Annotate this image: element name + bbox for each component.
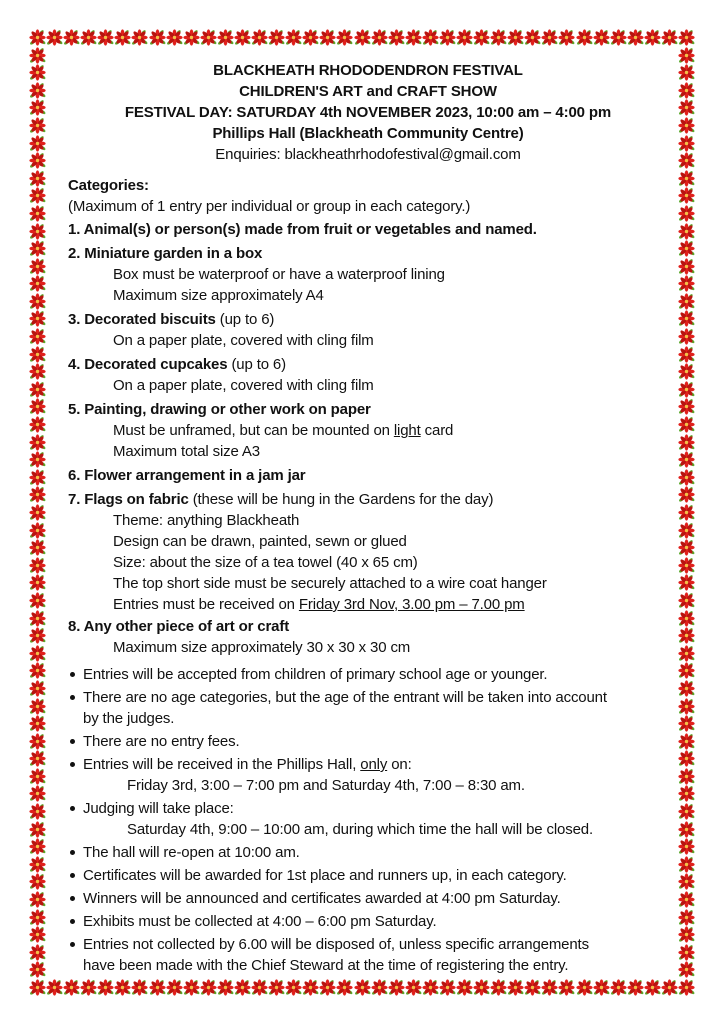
- rule-item: [68, 911, 668, 932]
- poinsettia-icon: [456, 979, 473, 996]
- poinsettia-icon: [29, 539, 46, 556]
- poinsettia-icon: [29, 346, 46, 363]
- poinsettia-icon: [29, 662, 46, 679]
- poinsettia-icon: [610, 29, 627, 46]
- poinsettia-icon: [678, 434, 695, 451]
- poinsettia-icon: [678, 64, 695, 81]
- poinsettia-icon: [29, 29, 46, 46]
- rule-subtext: Saturday 4th, 9:00 – 10:00 am, during which time the hall will be closed.: [127, 821, 593, 838]
- poinsettia-icon: [29, 82, 46, 99]
- poinsettia-icon: [29, 961, 46, 978]
- poinsettia-icon: [678, 187, 695, 204]
- poinsettia-icon: [29, 205, 46, 222]
- poinsettia-icon: [473, 979, 490, 996]
- poinsettia-icon: [149, 29, 166, 46]
- poinsettia-icon: [678, 785, 695, 802]
- poinsettia-icon: [29, 821, 46, 838]
- poinsettia-icon: [29, 803, 46, 820]
- poinsettia-icon: [678, 803, 695, 820]
- poinsettia-icon: [678, 135, 695, 152]
- rule-text: [83, 754, 668, 775]
- poinsettia-icon: [678, 223, 695, 240]
- poinsettia-icon: [388, 29, 405, 46]
- rule-text: There are no entry fees.: [83, 733, 240, 750]
- poinsettia-icon: [114, 979, 131, 996]
- poinsettia-icon: [29, 434, 46, 451]
- poinsettia-icon: [234, 29, 251, 46]
- poinsettia-icon: [541, 29, 558, 46]
- category-8: [68, 616, 668, 658]
- poinsettia-icon: [354, 979, 371, 996]
- poinsettia-icon: [678, 99, 695, 116]
- poinsettia-icon: [610, 979, 627, 996]
- poinsettia-icon: [29, 926, 46, 943]
- poinsettia-icon: [490, 979, 507, 996]
- poinsettia-icon: [29, 750, 46, 767]
- poinsettia-icon: [678, 645, 695, 662]
- poinsettia-icon: [678, 29, 695, 46]
- poinsettia-icon: [678, 926, 695, 943]
- rule-text: have been made with the Chief Steward at the time of registering the entry.: [83, 957, 569, 974]
- poinsettia-icon: [644, 979, 661, 996]
- rule-text: Certificates will be awarded for 1st place and runners up, in each category.: [83, 867, 567, 884]
- poinsettia-icon: [371, 979, 388, 996]
- poinsettia-icon: [678, 698, 695, 715]
- rule-text: Judging will take place:: [83, 800, 234, 817]
- poinsettia-icon: [524, 29, 541, 46]
- poinsettia-icon: [439, 29, 456, 46]
- poinsettia-icon: [97, 29, 114, 46]
- poinsettia-icon: [422, 979, 439, 996]
- poinsettia-icon: [405, 29, 422, 46]
- poinsettia-icon: [114, 29, 131, 46]
- poinsettia-icon: [29, 785, 46, 802]
- poinsettia-icon: [678, 82, 695, 99]
- bullet-icon: [70, 919, 75, 924]
- underlined-text: only: [360, 756, 388, 773]
- poinsettia-icon: [678, 592, 695, 609]
- poinsettia-icon: [302, 29, 319, 46]
- poinsettia-icon: [29, 135, 46, 152]
- poinsettia-icon: [29, 328, 46, 345]
- poinsettia-icon: [29, 504, 46, 521]
- poinsettia-icon: [29, 275, 46, 292]
- detail-text: Must be unframed, but can be mounted on: [113, 422, 394, 439]
- category-detail: [68, 420, 668, 441]
- rule-item: [68, 934, 668, 976]
- poinsettia-icon: [678, 750, 695, 767]
- category-title: 3. Decorated biscuits: [68, 311, 216, 328]
- poinsettia-icon: [576, 979, 593, 996]
- venue: Phillips Hall (Blackheath Community Centre): [212, 125, 524, 142]
- rule-text: Exhibits must be collected at 4:00 – 6:00 pm Saturday.: [83, 913, 437, 930]
- categories-heading: Categories:: [68, 177, 149, 194]
- rule-text: Entries not collected by 6.00 will be disposed of, unless specific arrangements: [83, 936, 589, 953]
- poinsettia-icon: [217, 979, 234, 996]
- rule-text: Entries will be accepted from children of primary school age or younger.: [83, 666, 548, 683]
- poinsettia-icon: [97, 979, 114, 996]
- poinsettia-icon: [29, 293, 46, 310]
- category-detail: On a paper plate, covered with cling film: [113, 377, 374, 394]
- poinsettia-icon: [29, 873, 46, 890]
- poinsettia-icon: [46, 29, 63, 46]
- poinsettia-icon: [29, 64, 46, 81]
- rules-list: [68, 664, 668, 976]
- rule-text: There are no age categories, but the age of the entrant will be taken into account: [83, 689, 607, 706]
- rule-item: [68, 731, 668, 752]
- poinsettia-icon: [678, 574, 695, 591]
- category-2: [68, 243, 668, 306]
- poinsettia-icon: [29, 698, 46, 715]
- poinsettia-icon: [422, 29, 439, 46]
- poinsettia-icon: [678, 821, 695, 838]
- poinsettia-icon: [285, 979, 302, 996]
- poinsettia-icon: [131, 29, 148, 46]
- poinsettia-icon: [319, 979, 336, 996]
- category-title: 2. Miniature garden in a box: [68, 245, 263, 262]
- rule-text-part: Entries will be received in the Phillips Hall,: [83, 756, 361, 773]
- rule-item: [68, 798, 668, 840]
- poinsettia-icon: [29, 47, 46, 64]
- poinsettia-icon: [354, 29, 371, 46]
- category-detail: Size: about the size of a tea towel (40 x 65 cm): [113, 554, 418, 571]
- poinsettia-icon: [46, 979, 63, 996]
- festival-title: BLACKHEATH RHODODENDRON FESTIVAL: [213, 62, 523, 79]
- underlined-text: light: [393, 422, 421, 439]
- poinsettia-icon: [29, 451, 46, 468]
- rule-item: [68, 664, 668, 685]
- poinsettia-icon: [558, 29, 575, 46]
- poinsettia-icon: [678, 557, 695, 574]
- poinsettia-icon: [678, 47, 695, 64]
- poinsettia-icon: [576, 29, 593, 46]
- poinsettia-icon: [29, 416, 46, 433]
- poinsettia-icon: [63, 29, 80, 46]
- rule-text: Winners will be announced and certificates awarded at 4:00 pm Saturday.: [83, 890, 561, 907]
- poinsettia-icon: [473, 29, 490, 46]
- poinsettia-icon: [251, 29, 268, 46]
- poinsettia-icon: [268, 29, 285, 46]
- category-7: [68, 489, 668, 615]
- poinsettia-icon: [29, 944, 46, 961]
- bullet-icon: [70, 942, 75, 947]
- poinsettia-icon: [183, 29, 200, 46]
- poinsettia-icon: [131, 979, 148, 996]
- category-detail: Theme: anything Blackheath: [113, 512, 300, 529]
- poinsettia-icon: [29, 891, 46, 908]
- poinsettia-icon: [627, 29, 644, 46]
- poinsettia-icon: [149, 979, 166, 996]
- bullet-icon: [70, 672, 75, 677]
- festival-day: FESTIVAL DAY: SATURDAY 4th NOVEMBER 2023, 10:00 am – 4:00 pm: [124, 104, 612, 121]
- category-suffix: (up to 6): [215, 311, 275, 328]
- poinsettia-icon: [678, 328, 695, 345]
- poinsettia-icon: [661, 979, 678, 996]
- poinsettia-icon: [678, 838, 695, 855]
- poinsettia-icon: [507, 29, 524, 46]
- bullet-icon: [70, 896, 75, 901]
- categories-note: (Maximum of 1 entry per individual or group in each category.): [68, 198, 471, 215]
- poinsettia-icon: [661, 29, 678, 46]
- poinsettia-icon: [678, 398, 695, 415]
- poinsettia-icon: [678, 240, 695, 257]
- poinsettia-icon: [678, 170, 695, 187]
- poinsettia-icon: [29, 645, 46, 662]
- poinsettia-icon: [678, 346, 695, 363]
- poinsettia-icon: [336, 29, 353, 46]
- poinsettia-icon: [678, 733, 695, 750]
- poinsettia-icon: [217, 29, 234, 46]
- poinsettia-icon: [29, 856, 46, 873]
- poinsettia-icon: [29, 398, 46, 415]
- category-suffix: (up to 6): [227, 356, 286, 373]
- poinsettia-icon: [29, 381, 46, 398]
- poinsettia-icon: [627, 979, 644, 996]
- poinsettia-icon: [80, 979, 97, 996]
- poinsettia-icon: [63, 979, 80, 996]
- category-title: 8. Any other piece of art or craft: [68, 618, 290, 635]
- poinsettia-icon: [336, 979, 353, 996]
- poinsettia-icon: [524, 979, 541, 996]
- category-detail: Maximum total size A3: [113, 443, 260, 460]
- poinsettia-icon: [29, 610, 46, 627]
- poinsettia-icon: [678, 504, 695, 521]
- poinsettia-icon: [388, 979, 405, 996]
- poinsettia-icon: [371, 29, 388, 46]
- bullet-icon: [70, 739, 75, 744]
- poinsettia-icon: [302, 979, 319, 996]
- poinsettia-icon: [593, 979, 610, 996]
- category-title: 7. Flags on fabric: [68, 491, 189, 508]
- poinsettia-icon: [678, 363, 695, 380]
- poinsettia-icon: [285, 29, 302, 46]
- category-title: 6. Flower arrangement in a jam jar: [68, 467, 306, 484]
- poinsettia-icon: [29, 258, 46, 275]
- poinsettia-icon: [29, 117, 46, 134]
- poinsettia-icon: [29, 909, 46, 926]
- category-detail: Maximum size approximately A4: [113, 287, 324, 304]
- poinsettia-icon: [166, 979, 183, 996]
- poinsettia-icon: [29, 152, 46, 169]
- rule-text: by the judges.: [83, 710, 175, 727]
- poinsettia-icon: [678, 873, 695, 890]
- poinsettia-icon: [678, 768, 695, 785]
- bullet-icon: [70, 873, 75, 878]
- category-title: 1. Animal(s) or person(s) made from fruit or vegetables and named.: [68, 221, 537, 238]
- poinsettia-icon: [29, 733, 46, 750]
- poinsettia-icon: [29, 768, 46, 785]
- poinsettia-icon: [29, 469, 46, 486]
- poinsettia-icon: [678, 469, 695, 486]
- poinsettia-icon: [405, 979, 422, 996]
- poinsettia-icon: [29, 627, 46, 644]
- category-1: [68, 219, 668, 240]
- poinsettia-icon: [80, 29, 97, 46]
- category-4: [68, 354, 668, 396]
- poinsettia-icon: [678, 293, 695, 310]
- poinsettia-icon: [29, 557, 46, 574]
- poinsettia-icon: [29, 310, 46, 327]
- poinsettia-icon: [29, 240, 46, 257]
- rule-text: The hall will re-open at 10:00 am.: [83, 844, 300, 861]
- flyer-content: [68, 60, 668, 976]
- poinsettia-icon: [456, 29, 473, 46]
- poinsettia-icon: [678, 310, 695, 327]
- poinsettia-icon: [678, 610, 695, 627]
- detail-text: Entries must be received on: [113, 596, 299, 613]
- poinsettia-icon: [200, 979, 217, 996]
- poinsettia-icon: [166, 29, 183, 46]
- poinsettia-icon: [678, 117, 695, 134]
- poinsettia-icon: [558, 979, 575, 996]
- poinsettia-icon: [678, 627, 695, 644]
- poinsettia-icon: [29, 170, 46, 187]
- category-title: 4. Decorated cupcakes: [68, 356, 228, 373]
- show-title: CHILDREN'S ART and CRAFT SHOW: [239, 83, 497, 100]
- poinsettia-icon: [678, 205, 695, 222]
- poinsettia-icon: [644, 29, 661, 46]
- category-5: [68, 399, 668, 462]
- poinsettia-icon: [29, 486, 46, 503]
- poinsettia-icon: [29, 363, 46, 380]
- poinsettia-icon: [29, 979, 46, 996]
- rule-item: [68, 754, 668, 796]
- poinsettia-icon: [678, 715, 695, 732]
- poinsettia-icon: [678, 944, 695, 961]
- poinsettia-icon: [678, 539, 695, 556]
- category-detail: Maximum size approximately 30 x 30 x 30 cm: [113, 639, 411, 656]
- poinsettia-icon: [29, 592, 46, 609]
- poinsettia-icon: [678, 909, 695, 926]
- category-detail: On a paper plate, covered with cling film: [113, 332, 374, 349]
- poinsettia-icon: [29, 99, 46, 116]
- bullet-icon: [70, 806, 75, 811]
- poinsettia-icon: [678, 961, 695, 978]
- rule-item: [68, 888, 668, 909]
- poinsettia-icon: [29, 223, 46, 240]
- flyer-header: [58, 60, 678, 165]
- category-title: 5. Painting, drawing or other work on paper: [68, 401, 371, 418]
- poinsettia-icon: [490, 29, 507, 46]
- detail-text: card: [420, 422, 454, 439]
- category-detail: The top short side must be securely attached to a wire coat hanger: [113, 575, 547, 592]
- category-6: [68, 465, 668, 486]
- rule-subtext: Friday 3rd, 3:00 – 7:00 pm and Saturday 4th, 7:00 – 8:30 am.: [127, 777, 525, 794]
- poinsettia-icon: [593, 29, 610, 46]
- bullet-icon: [70, 850, 75, 855]
- poinsettia-icon: [541, 979, 558, 996]
- poinsettia-icon: [678, 891, 695, 908]
- poinsettia-icon: [29, 522, 46, 539]
- rule-item: [68, 842, 668, 863]
- poinsettia-icon: [678, 275, 695, 292]
- poinsettia-icon: [678, 258, 695, 275]
- category-detail: Box must be waterproof or have a waterproof lining: [113, 266, 445, 283]
- poinsettia-icon: [678, 856, 695, 873]
- rule-item: [68, 865, 668, 886]
- poinsettia-icon: [678, 416, 695, 433]
- poinsettia-icon: [319, 29, 336, 46]
- rule-item: [68, 687, 668, 729]
- poinsettia-icon: [678, 152, 695, 169]
- poinsettia-icon: [29, 574, 46, 591]
- poinsettia-icon: [29, 187, 46, 204]
- poinsettia-icon: [678, 680, 695, 697]
- bullet-icon: [70, 695, 75, 700]
- poinsettia-icon: [678, 451, 695, 468]
- poinsettia-icon: [29, 715, 46, 732]
- poinsettia-icon: [678, 662, 695, 679]
- poinsettia-icon: [678, 381, 695, 398]
- poinsettia-icon: [234, 979, 251, 996]
- enquiries: Enquiries: blackheathrhodofestival@gmail.com: [215, 146, 521, 163]
- category-3: [68, 309, 668, 351]
- poinsettia-icon: [439, 979, 456, 996]
- poinsettia-icon: [507, 979, 524, 996]
- poinsettia-icon: [678, 486, 695, 503]
- rule-text-part: on:: [387, 756, 412, 773]
- poinsettia-icon: [251, 979, 268, 996]
- poinsettia-icon: [200, 29, 217, 46]
- poinsettia-icon: [678, 522, 695, 539]
- poinsettia-icon: [678, 979, 695, 996]
- poinsettia-icon: [268, 979, 285, 996]
- poinsettia-icon: [29, 838, 46, 855]
- category-detail: [68, 594, 668, 615]
- bullet-icon: [70, 762, 75, 767]
- poinsettia-icon: [183, 979, 200, 996]
- poinsettia-icon: [29, 680, 46, 697]
- category-suffix: (these will be hung in the Gardens for the day): [188, 491, 494, 508]
- underlined-text: Friday 3rd Nov, 3.00 pm – 7.00 pm: [298, 596, 525, 613]
- category-detail: Design can be drawn, painted, sewn or glued: [113, 533, 407, 550]
